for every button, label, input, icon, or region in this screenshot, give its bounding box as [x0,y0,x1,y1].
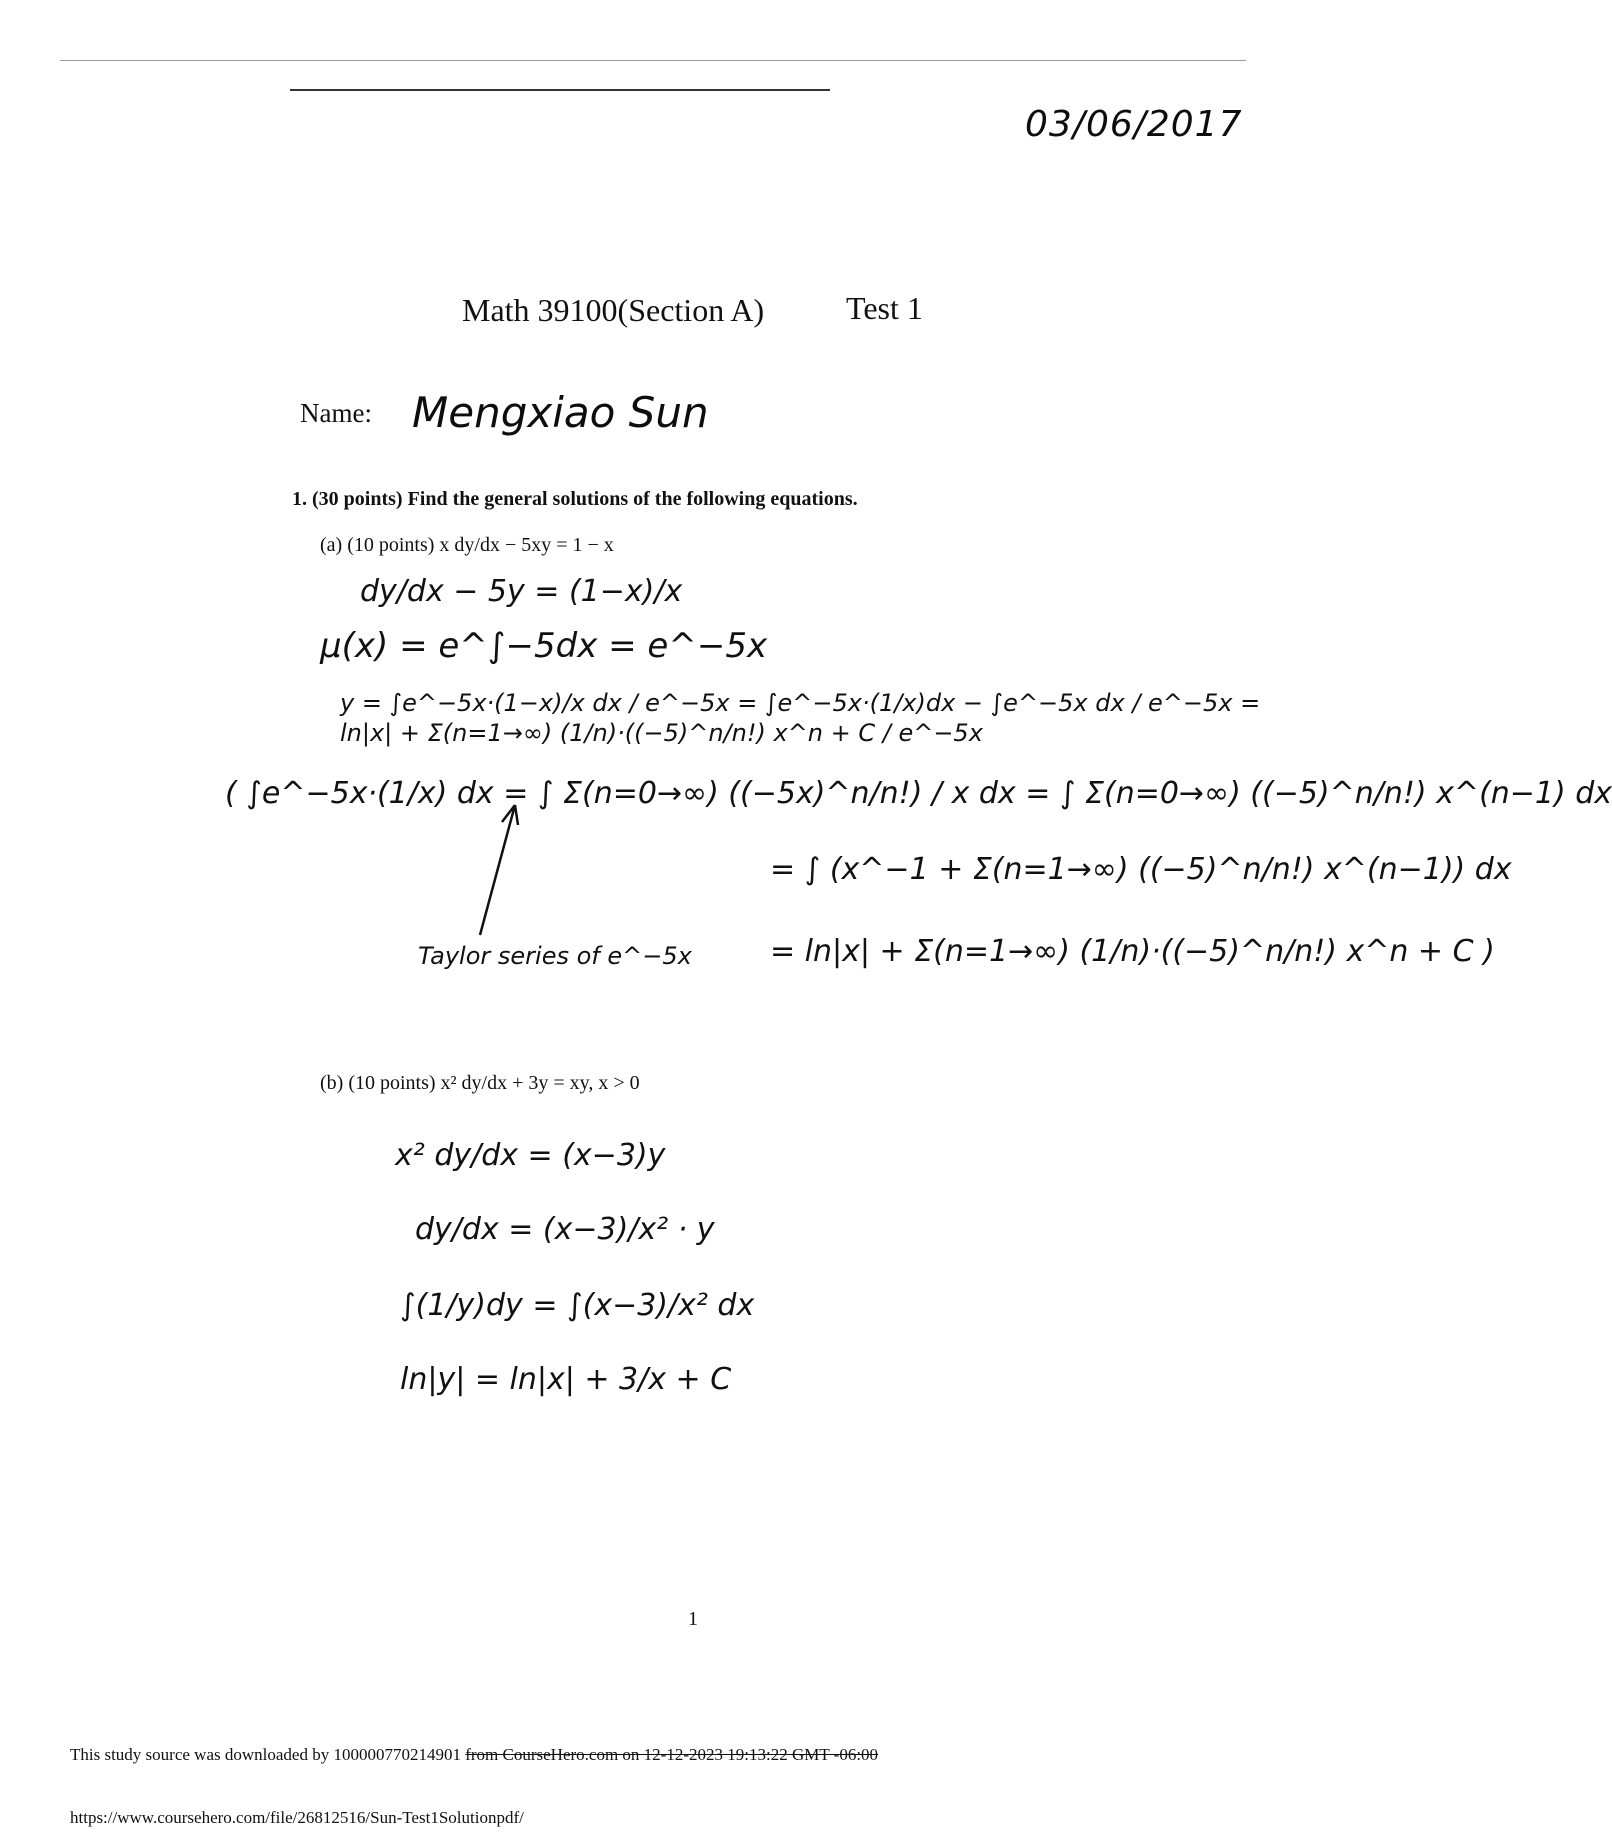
work-a-line-5: = ∫ (x^−1 + Σ(n=1→∞) ((−5)^n/n!) x^(n−1)) dx [770,852,1512,887]
page-number: 1 [688,1608,698,1630]
download-notice-struck: from CourseHero.com on 12-12-2023 19:13:22 GMT -06:00 [465,1745,879,1764]
work-a-line-6: = ln|x| + Σ(n=1→∞) (1/n)·((−5)^n/n!) x^n + C ) [770,934,1495,969]
date-handwritten: 03/06/2017 [1025,104,1243,145]
work-b-line-3: ∫(1/y)dy = ∫(x−3)/x² dx [400,1288,755,1323]
work-b-line-1: x² dy/dx = (x−3)y [395,1138,666,1173]
header-rule [290,89,830,91]
work-a-line-2: μ(x) = e^∫−5dx = e^−5x [320,626,768,666]
source-url[interactable]: https://www.coursehero.com/file/26812516/Sun-Test1Solutionpdf/ [70,1808,524,1827]
work-a-line-4: ( ∫e^−5x·(1/x) dx = ∫ Σ(n=0→∞) ((−5x)^n/n!) / x dx = ∫ Σ(n=0→∞) ((−5)^n/n!) x^(n−1) dx [225,776,1612,811]
course-title: Math 39100(Section A) [462,292,765,328]
work-b-line-4: ln|y| = ln|x| + 3/x + C [400,1362,732,1397]
download-notice-text: This study source was downloaded by 100000770214901 [70,1745,466,1764]
work-a-line-3: y = ∫e^−5x·(1−x)/x dx / e^−5x = ∫e^−5x·(1/x)dx − ∫e^−5x dx / e^−5x = ln|x| + Σ(n=1→∞) (1/n)·((−5)^n/n!) x^n + C / e^−5x [340,689,1261,747]
work-b-line-2: dy/dx = (x−3)/x² · y [415,1212,715,1247]
question-1a-prompt: (a) (10 points) x dy/dx − 5xy = 1 − x [320,534,614,556]
name-label: Name: [300,398,372,428]
name-value: Mengxiao Sun [412,388,709,437]
test-label: Test 1 [846,290,923,326]
download-notice [70,1745,878,1765]
question-1-prompt: 1. (30 points) Find the general solutions of the following equations. [292,488,858,510]
taylor-annotation: Taylor series of e^−5x [418,942,692,970]
annotation-arrow [470,800,530,940]
work-a-line-1: dy/dx − 5y = (1−x)/x [360,574,683,609]
question-1b-prompt: (b) (10 points) x² dy/dx + 3y = xy, x > 0 [320,1072,640,1094]
top-rule [60,60,1246,61]
